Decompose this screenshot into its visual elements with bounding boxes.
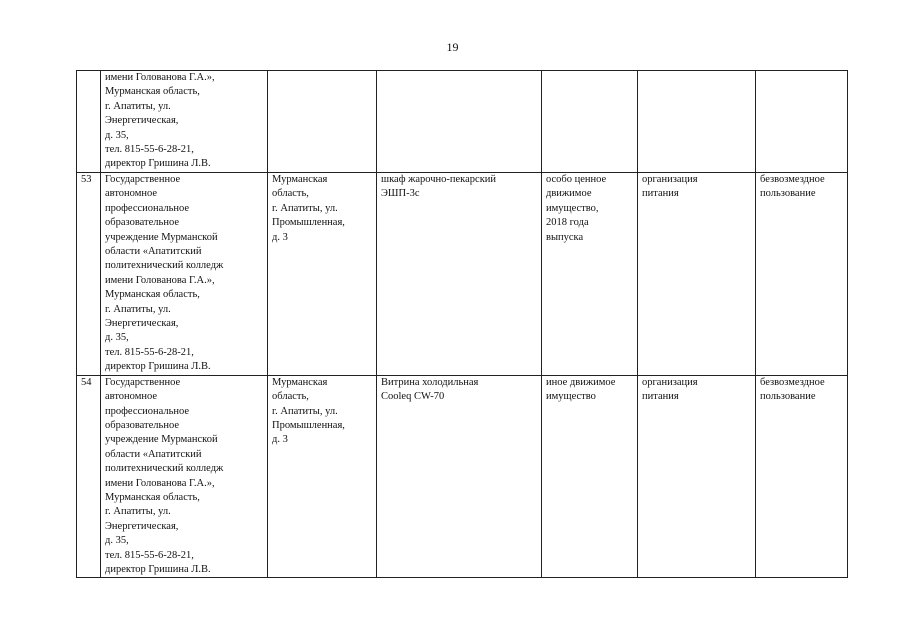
- property-name-cell: [377, 71, 542, 173]
- basis-cell: [756, 71, 848, 173]
- category-cell: особо ценное движимое имущество, 2018 года выпуска: [542, 173, 638, 376]
- property-table: [76, 70, 848, 578]
- row-number-cell: 53: [77, 173, 101, 376]
- category-cell: иное движимое имущество: [542, 375, 638, 578]
- table-row: [77, 71, 848, 173]
- holder-cell: Государственное автономное профессиональное образовательное учреждение Мурманской области «Апатитский политехнический колледж имени Голованова Г.А.», Мурманская область, г. Апатиты, ул. Энергетическая, д. 35, тел. 815-55-6-28-21, директор Гришина Л.В.: [101, 375, 268, 578]
- property-name-cell: Витрина холодильная Cooleq CW-70: [377, 375, 542, 578]
- basis-cell: безвозмездное пользование: [756, 375, 848, 578]
- category-cell: [542, 71, 638, 173]
- page-number: 19: [446, 40, 459, 54]
- purpose-cell: [638, 71, 756, 173]
- address-cell: Мурманская область, г. Апатиты, ул. Промышленная, д. 3: [268, 173, 377, 376]
- address-cell: Мурманская область, г. Апатиты, ул. Промышленная, д. 3: [268, 375, 377, 578]
- row-number-cell: [77, 71, 101, 173]
- basis-cell: безвозмездное пользование: [756, 173, 848, 376]
- purpose-cell: организация питания: [638, 375, 756, 578]
- purpose-cell: организация питания: [638, 173, 756, 376]
- property-name-cell: шкаф жарочно-пекарский ЭШП-3с: [377, 173, 542, 376]
- row-number-cell: 54: [77, 375, 101, 578]
- holder-cell: Государственное автономное профессиональное образовательное учреждение Мурманской области «Апатитский политехнический колледж имени Голованова Г.А.», Мурманская область, г. Апатиты, ул. Энергетическая, д. 35, тел. 815-55-6-28-21, директор Гришина Л.В.: [101, 173, 268, 376]
- address-cell: [268, 71, 377, 173]
- table-row: [77, 173, 848, 376]
- table-row: [77, 375, 848, 578]
- holder-cell: имени Голованова Г.А.», Мурманская область, г. Апатиты, ул. Энергетическая, д. 35, тел. 815-55-6-28-21, директор Гришина Л.В.: [101, 71, 268, 173]
